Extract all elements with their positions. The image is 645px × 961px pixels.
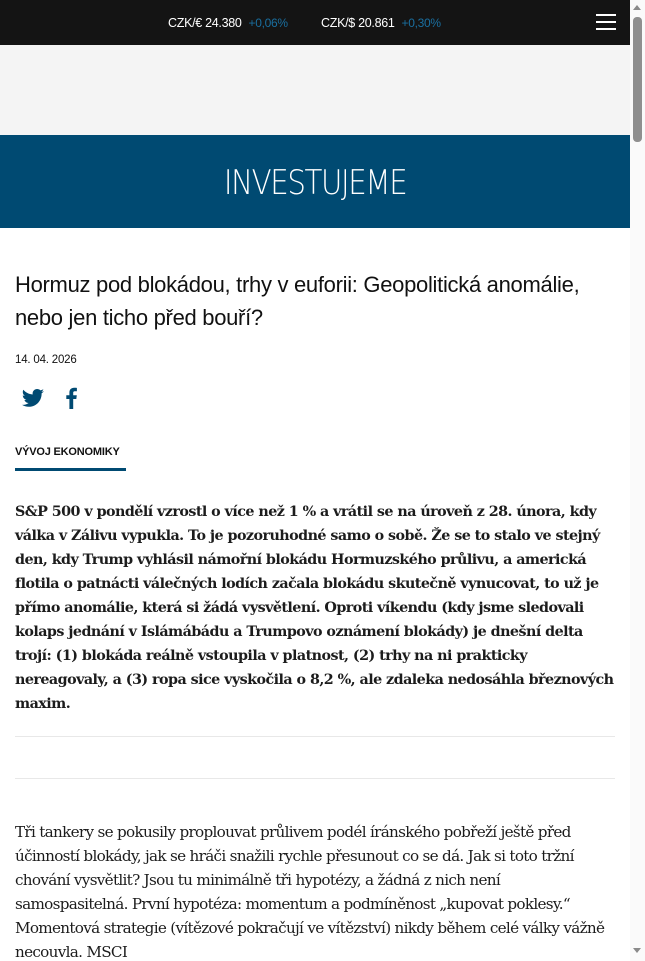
brand-header xyxy=(0,135,630,228)
facebook-icon xyxy=(60,386,84,410)
share-facebook-button[interactable] xyxy=(60,386,84,410)
category-link[interactable]: VÝVOJ EKONOMIKY xyxy=(15,446,120,458)
menu-line xyxy=(596,14,616,16)
ticker-pair: CZK/€ 24.380 xyxy=(168,15,242,30)
brand-logo[interactable]: INVESTUJEME xyxy=(223,162,407,203)
article-lead: S&P 500 v pondělí vzrostl o více než 1 % a vrátil se na úroveň z 28. února, kdy válka v Zálivu vypukla. To je pozoruhodné samo o sobě. Že se to stalo ve stejný den, kdy Trump vyhlásil námořní blokádu Hormuzského průlivu, a americká flotila o patnácti válečných lodích začala blokádu skutečně vynucovat, to už je přímo anomálie, která si žádá vysvětlení. Oproti víkendu (kdy jsme sledovali kolaps jednání v Islámábádu a Trumpovo oznámení blokády) je dnešní delta trojí: (1) blokáda reálně vstoupila v platnost, (2) trhy na ni prakticky nereagovaly, a (3) ropa sice vyskočila o 8,2 %, ale zdaleka nedosáhla březnových maxim. xyxy=(15,504,614,712)
article-body-paragraph: Tři tankery se pokusily proplouvat průlivem podél íránského pobřeží ještě před účinností blokády, jak se hráči snažili rychle přesunout co se dá. Jak si toto tržní chování vysvětlit? Jsou tu minimálně tři hypotézy, a žádná z nich není samospasitelná. První hypotéza: momentum a podmíněnost „kupovat poklesy.“ Momentová strategie (vítězové pokračují ve vítězství) nikdy během celé války vážně necouvla. MSCI xyxy=(15,823,605,961)
ticker-czk-usd[interactable] xyxy=(321,0,441,45)
divider xyxy=(15,778,615,779)
menu-line xyxy=(596,28,616,30)
currency-ticker-bar xyxy=(0,0,630,45)
ticker-change: +0,06% xyxy=(248,15,288,30)
ad-placeholder xyxy=(0,45,630,135)
category-underline xyxy=(15,468,126,471)
twitter-icon xyxy=(21,386,45,410)
menu-line xyxy=(596,21,616,23)
scroll-thumb[interactable] xyxy=(633,17,642,142)
scroll-up-arrow-icon[interactable] xyxy=(633,5,641,10)
share-twitter-button[interactable] xyxy=(21,386,45,410)
vertical-scrollbar[interactable] xyxy=(630,0,645,961)
article-date: 14. 04. 2026 xyxy=(15,354,77,366)
hamburger-menu-icon[interactable] xyxy=(596,13,616,31)
scroll-down-arrow-icon[interactable] xyxy=(633,948,641,953)
ticker-pair: CZK/$ 20.861 xyxy=(321,15,395,30)
ticker-change: +0,30% xyxy=(401,15,441,30)
article-title: Hormuz pod blokádou, trhy v euforii: Geopolitická anomálie, nebo jen ticho před bouří? xyxy=(15,272,580,330)
divider xyxy=(15,736,615,737)
ticker-czk-eur[interactable] xyxy=(168,0,288,45)
